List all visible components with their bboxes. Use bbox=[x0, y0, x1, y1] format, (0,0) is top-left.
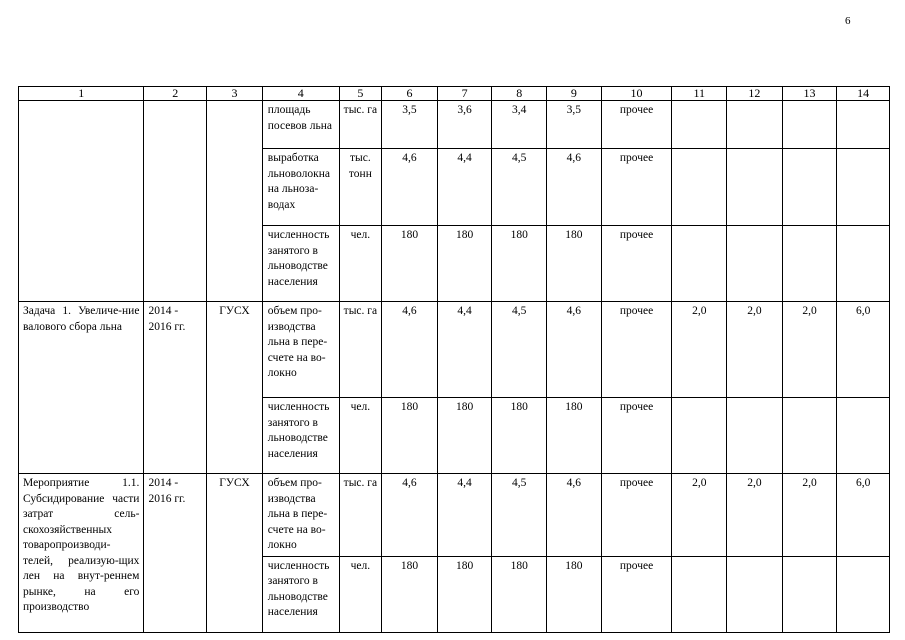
value-cell bbox=[672, 398, 727, 474]
table-row bbox=[19, 101, 890, 149]
value-cell: 180 bbox=[382, 226, 438, 302]
source-cell: прочее bbox=[601, 398, 672, 474]
value-cell: 180 bbox=[437, 398, 492, 474]
header-cell: 8 bbox=[492, 87, 547, 101]
value-cell: 180 bbox=[382, 556, 438, 632]
value-cell bbox=[782, 149, 837, 226]
header-cell: 9 bbox=[547, 87, 602, 101]
unit-cell: чел. bbox=[339, 226, 381, 302]
header-cell: 3 bbox=[207, 87, 263, 101]
value-cell: 180 bbox=[437, 556, 492, 632]
task-cell: Задача 1. Увеличе-ние валового сбора льна bbox=[19, 302, 144, 474]
header-cell: 13 bbox=[782, 87, 837, 101]
table-row bbox=[19, 474, 890, 557]
value-cell bbox=[672, 101, 727, 149]
value-cell bbox=[727, 556, 783, 632]
source-cell: прочее bbox=[601, 149, 672, 226]
unit-cell: чел. bbox=[339, 556, 381, 632]
executor-cell: ГУСХ bbox=[207, 474, 263, 633]
value-cell bbox=[727, 149, 783, 226]
indicator-cell: численность занятого в льноводстве населения bbox=[262, 226, 339, 302]
value-cell bbox=[782, 556, 837, 632]
source-cell: прочее bbox=[601, 101, 672, 149]
header-cell: 6 bbox=[382, 87, 438, 101]
source-cell: прочее bbox=[601, 226, 672, 302]
indicator-cell: численность занятого в льноводстве населения bbox=[262, 556, 339, 632]
page-number: 6 bbox=[845, 15, 851, 27]
period-cell: 2014 - 2016 гг. bbox=[144, 474, 207, 633]
value-cell: 3,6 bbox=[437, 101, 492, 149]
source-cell: прочее bbox=[601, 474, 672, 557]
value-cell: 6,0 bbox=[837, 302, 890, 398]
value-cell: 180 bbox=[492, 556, 547, 632]
value-cell: 4,5 bbox=[492, 302, 547, 398]
value-cell bbox=[782, 226, 837, 302]
indicator-cell: выработка льноволокна на льноза-водах bbox=[262, 149, 339, 226]
value-cell: 4,4 bbox=[437, 149, 492, 226]
value-cell bbox=[727, 101, 783, 149]
value-cell: 2,0 bbox=[782, 302, 837, 398]
value-cell bbox=[672, 149, 727, 226]
executor-cell bbox=[207, 101, 263, 302]
value-cell: 180 bbox=[547, 556, 602, 632]
value-cell: 4,6 bbox=[547, 149, 602, 226]
value-cell bbox=[837, 398, 890, 474]
executor-cell: ГУСХ bbox=[207, 302, 263, 474]
value-cell: 4,6 bbox=[382, 149, 438, 226]
value-cell: 180 bbox=[382, 398, 438, 474]
value-cell: 3,5 bbox=[547, 101, 602, 149]
program-table bbox=[18, 86, 890, 633]
indicator-cell: площадь посевов льна bbox=[262, 101, 339, 149]
task-cell bbox=[19, 101, 144, 302]
indicator-cell: объем про-изводства льна в пере-счете на во-локно bbox=[262, 474, 339, 557]
header-cell: 7 bbox=[437, 87, 492, 101]
value-cell: 180 bbox=[492, 398, 547, 474]
unit-cell: тыс. га bbox=[339, 101, 381, 149]
value-cell bbox=[672, 556, 727, 632]
header-cell: 5 bbox=[339, 87, 381, 101]
unit-cell: чел. bbox=[339, 398, 381, 474]
header-cell: 4 bbox=[262, 87, 339, 101]
value-cell: 180 bbox=[437, 226, 492, 302]
value-cell bbox=[727, 398, 783, 474]
table-row bbox=[19, 302, 890, 398]
value-cell: 4,5 bbox=[492, 474, 547, 557]
unit-cell: тыс. тонн bbox=[339, 149, 381, 226]
header-cell: 14 bbox=[837, 87, 890, 101]
value-cell: 180 bbox=[547, 398, 602, 474]
value-cell: 4,6 bbox=[382, 302, 438, 398]
value-cell bbox=[782, 101, 837, 149]
value-cell: 2,0 bbox=[727, 474, 783, 557]
task-cell: Мероприятие 1.1. Субсидирование части затрат сель-скохозяйственных товаропроизводи-телей, реализую-щих лен на внут-реннем рынке, на его производство bbox=[19, 474, 144, 633]
value-cell: 4,6 bbox=[382, 474, 438, 557]
value-cell: 4,6 bbox=[547, 474, 602, 557]
header-cell: 2 bbox=[144, 87, 207, 101]
value-cell: 180 bbox=[547, 226, 602, 302]
value-cell: 2,0 bbox=[782, 474, 837, 557]
value-cell: 2,0 bbox=[727, 302, 783, 398]
value-cell bbox=[727, 226, 783, 302]
value-cell: 4,4 bbox=[437, 302, 492, 398]
unit-cell: тыс. га bbox=[339, 302, 381, 398]
value-cell: 6,0 bbox=[837, 474, 890, 557]
value-cell bbox=[782, 398, 837, 474]
source-cell: прочее bbox=[601, 302, 672, 398]
value-cell: 180 bbox=[492, 226, 547, 302]
header-cell: 11 bbox=[672, 87, 727, 101]
source-cell: прочее bbox=[601, 556, 672, 632]
indicator-cell: численность занятого в льноводстве населения bbox=[262, 398, 339, 474]
value-cell bbox=[837, 101, 890, 149]
header-cell: 1 bbox=[19, 87, 144, 101]
value-cell bbox=[837, 226, 890, 302]
period-cell: 2014 - 2016 гг. bbox=[144, 302, 207, 474]
indicator-cell: объем про-изводства льна в пере-счете на во-локно bbox=[262, 302, 339, 398]
header-cell: 10 bbox=[601, 87, 672, 101]
value-cell bbox=[672, 226, 727, 302]
unit-cell: тыс. га bbox=[339, 474, 381, 557]
value-cell bbox=[837, 556, 890, 632]
header-cell: 12 bbox=[727, 87, 783, 101]
value-cell bbox=[837, 149, 890, 226]
value-cell: 4,5 bbox=[492, 149, 547, 226]
value-cell: 3,4 bbox=[492, 101, 547, 149]
value-cell: 4,4 bbox=[437, 474, 492, 557]
header-row bbox=[19, 87, 890, 101]
value-cell: 2,0 bbox=[672, 474, 727, 557]
period-cell bbox=[144, 101, 207, 302]
value-cell: 3,5 bbox=[382, 101, 438, 149]
value-cell: 2,0 bbox=[672, 302, 727, 398]
value-cell: 4,6 bbox=[547, 302, 602, 398]
